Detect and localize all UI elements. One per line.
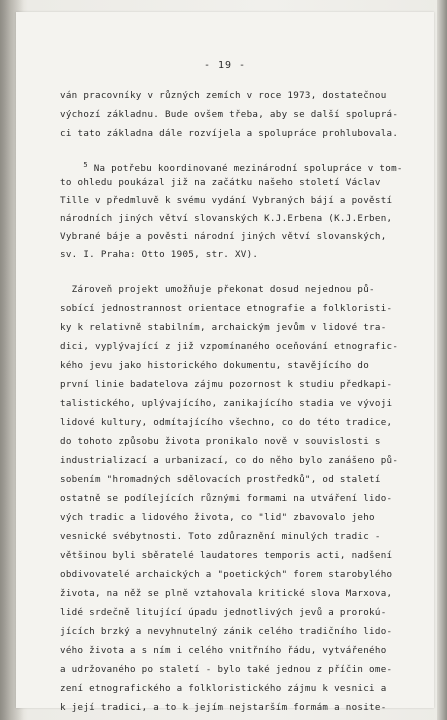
text-line: ván pracovníky v různých zemích v roce 1973, dostatečnou — [60, 90, 387, 101]
text-line: většinou byli sběratelé laudatores temporis acti, nadšení — [60, 550, 393, 561]
page-edge — [437, 0, 447, 720]
text-line: výchozí základnu. Bude ovšem třeba, aby se další spoluprá- — [60, 109, 399, 120]
text-line: Na potřebu koordinované mezinárodní spolupráce v tom- — [93, 163, 403, 174]
text-line: Vybrané báje a pověsti národní jiných větví slovanských, — [60, 231, 387, 242]
text-line: vesnické svébytnosti. Toto zdůraznění minulých tradic - — [60, 531, 381, 542]
body-paragraph — [60, 280, 410, 717]
text-line: dici, vyplývající z již vzpomínaného oceňování etnografic- — [60, 341, 399, 352]
text-block — [60, 86, 410, 717]
footnote — [60, 156, 410, 264]
text-line: ostatně se podílejících různými formami na utváření lido- — [60, 493, 393, 504]
text-line: k její tradici, a to k jejím nejstarším formám a nosite- — [60, 702, 387, 713]
text-line: a udržovaného po staletí - bylo také jednou z příčin ome- — [60, 664, 393, 675]
intro-paragraph — [60, 86, 410, 143]
spacer — [60, 264, 410, 280]
text-line: lidové kultury, odmítajícího všechno, co do této tradice, — [60, 417, 393, 428]
text-line: národních jiných větví slovanských K.J.Erbena (K.J.Erben, — [60, 213, 393, 224]
text-line: sobením "hromadných sdělovacích prostředků", od staletí — [60, 474, 381, 485]
text-line: života, na něž se plně vztahovala kritické slova Marxova, — [60, 588, 393, 599]
text-line: do tohoto způsobu života pronikalo nově v souvislosti s — [60, 436, 381, 447]
text-line: zení etnografického a folkloristického zájmu k vesnici a — [60, 683, 387, 694]
spacer — [60, 143, 410, 156]
text-line: Zároveň projekt umožňuje překonat dosud nejednou pů- — [60, 284, 375, 295]
text-line: ci tato základna dále rozvíjela a spolupráce prohlubovala. — [60, 128, 399, 139]
text-line: vého života a s ním i celého vnitřního řádu, vytvářeného — [60, 645, 387, 656]
text-line: industrializací a urbanizací, co do něho bylo zanášeno pů- — [60, 455, 399, 466]
text-line: Tille v předmluvě k svému vydání Vybraných bájí a pověstí — [60, 195, 393, 206]
text-line: talistického, uplývajícího, zanikajícího stadia ve vývoji — [60, 398, 393, 409]
text-line: kého jevu jako historického dokumentu, stavějícího do — [60, 360, 370, 371]
text-line: jících brzký a nevyhnutelný zánik celého tradičního lido- — [60, 626, 393, 637]
page-number: - 19 - — [203, 60, 247, 71]
footnote-marker: 5 — [83, 161, 88, 169]
text-line: ky k relativně stabilním, archaickým jevům v lidové tra- — [60, 322, 387, 333]
document-page — [16, 12, 434, 713]
text-line: obdivovatelé archaických a "poetických" forem starobylého — [60, 569, 393, 580]
text-line: sobící jednostrannost orientace etnografie a folkloristi- — [60, 303, 393, 314]
text-line: sv. I. Praha: Otto 1905, str. XV). — [60, 249, 259, 260]
text-line: lidé srdečně litující úpadu jednotlivých jevů a prorokú- — [60, 607, 387, 618]
text-line: první linie badatelova zájmu pozornost k studiu předkapi- — [60, 379, 393, 390]
footnote-first-line — [60, 156, 410, 174]
text-line: to ohledu poukázal již na začátku našeho století Václav — [60, 177, 381, 188]
text-line: vých tradic a lidového života, co "lid" zbavovalo jeho — [60, 512, 375, 523]
